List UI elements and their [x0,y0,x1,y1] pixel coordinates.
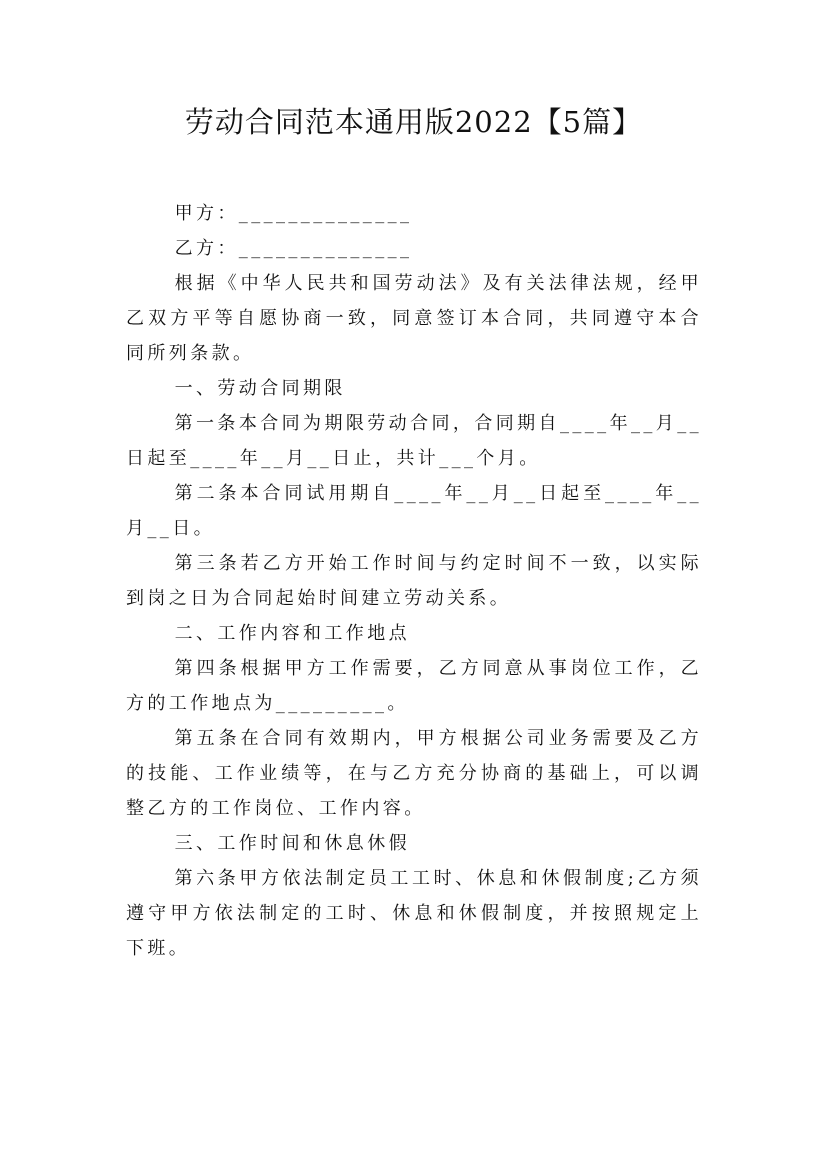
article-4: 第四条根据甲方工作需要，乙方同意从事岗位工作，乙方的工作地点为_________。 [126,658,702,714]
preamble-paragraph: 根据《中华人民共和国劳动法》及有关法律法规，经甲乙双方平等自愿协商一致，同意签订本合同，共同遵守本合同所列条款。 [126,273,702,364]
article-6: 第六条甲方依法制定员工工时、休息和休假制度;乙方须遵守甲方依法制定的工时、休息和休假制度，并按照规定上下班。 [126,868,702,959]
document-body [126,196,702,966]
section-heading-2: 二、工作内容和工作地点 [174,623,410,644]
section-heading-1: 一、劳动合同期限 [174,378,346,399]
article-3: 第三条若乙方开始工作时间与约定时间不一致，以实际到岗之日为合同起始时间建立劳动关系。 [126,553,702,609]
section-heading-3: 三、工作时间和休息休假 [174,833,410,854]
party-a-line: 甲方：______________ [174,203,413,224]
document-title: 劳动合同范本通用版2022【5篇】 [184,105,643,139]
article-5: 第五条在合同有效期内，甲方根据公司业务需要及乙方的技能、工作业绩等，在与乙方充分协商的基础上，可以调整乙方的工作岗位、工作内容。 [126,728,702,819]
article-2: 第二条本合同试用期自____年__月__日起至____年__月__日。 [126,483,702,539]
party-b-line: 乙方：______________ [174,238,413,259]
article-1: 第一条本合同为期限劳动合同，合同期自____年__月__日起至____年__月__日止，共计___个月。 [126,413,702,469]
